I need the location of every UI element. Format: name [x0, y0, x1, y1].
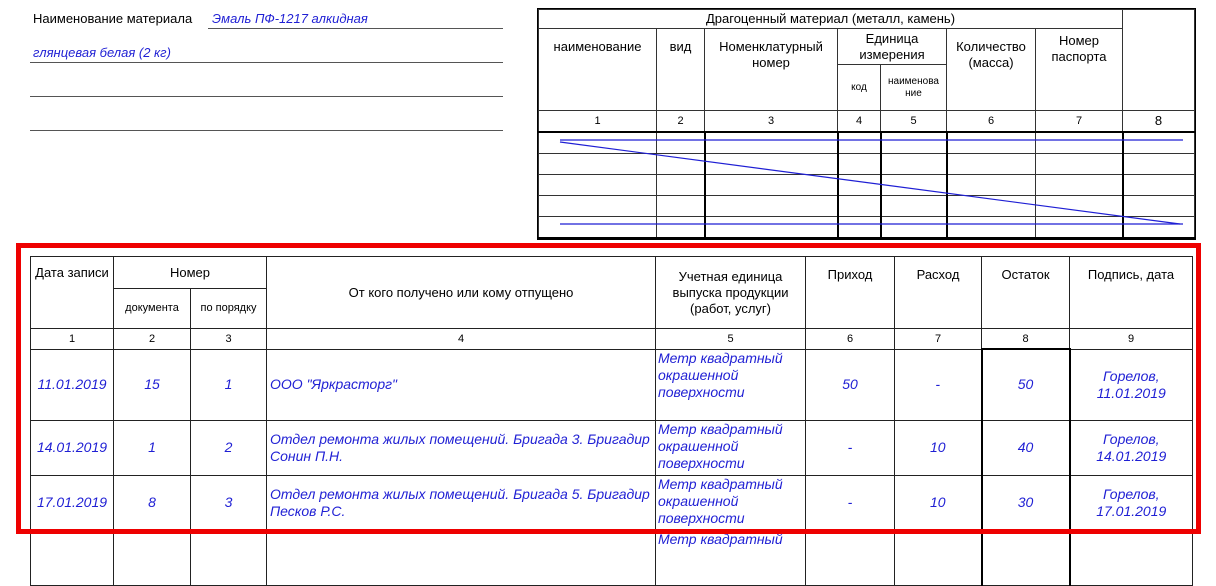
- row-out: -: [895, 349, 982, 420]
- precious-col-num: 8: [1123, 111, 1195, 133]
- material-label: Наименование материала: [33, 11, 193, 26]
- row-sign: Горелов, 14.01.2019: [1070, 420, 1193, 475]
- header-unit: Учетная единица выпуска продукции (работ, услуг): [656, 257, 806, 329]
- col-num: 4: [267, 329, 656, 350]
- col-num: 9: [1070, 329, 1193, 350]
- col-num: 3: [191, 329, 267, 350]
- header-doc: документа: [114, 289, 191, 329]
- row-from-to: Отдел ремонта жилых помещений. Бригада 5. Бригадир Песков Р.С.: [267, 475, 656, 530]
- header-from-to: От кого получено или кому отпущено: [267, 257, 656, 329]
- material-value-line1: Эмаль ПФ-1217 алкидная: [212, 11, 368, 26]
- row-balance: 50: [982, 349, 1070, 420]
- precious-header-unit-name: наименова ние: [881, 65, 947, 111]
- col-num: 6: [806, 329, 895, 350]
- row-sign: Горелов, 17.01.2019: [1070, 475, 1193, 530]
- row-date: 11.01.2019: [31, 349, 114, 420]
- row-balance: 40: [982, 420, 1070, 475]
- header-in: Приход: [806, 257, 895, 329]
- row-doc: 15: [114, 349, 191, 420]
- precious-col-num: 7: [1036, 111, 1123, 133]
- movement-table: [30, 256, 1193, 586]
- table-row: [31, 420, 1193, 475]
- row-from-to: ООО "Яркрасторг": [267, 349, 656, 420]
- cross-out-diagonal: [560, 142, 1180, 224]
- row-from-to: Отдел ремонта жилых помещений. Бригада 3. Бригадир Сонин П.Н.: [267, 420, 656, 475]
- col-num: 7: [895, 329, 982, 350]
- row-balance: 30: [982, 475, 1070, 530]
- precious-col-num: 2: [657, 111, 705, 133]
- row-out: 10: [895, 420, 982, 475]
- precious-header-passport: Номер паспорта: [1036, 29, 1123, 111]
- precious-col-num: 4: [838, 111, 881, 133]
- row-out: 10: [895, 475, 982, 530]
- row-doc: 8: [114, 475, 191, 530]
- header-out: Расход: [895, 257, 982, 329]
- row-date: 17.01.2019: [31, 475, 114, 530]
- col-num: 5: [656, 329, 806, 350]
- row-order: 2: [191, 420, 267, 475]
- precious-header-unit-code: код: [838, 65, 881, 111]
- precious-header-nomenclature: Номенклатурный номер: [705, 29, 838, 111]
- row-in: 50: [806, 349, 895, 420]
- col-num: 8: [982, 329, 1070, 350]
- header-order: по порядку: [191, 289, 267, 329]
- col-num: 2: [114, 329, 191, 350]
- row-unit: Метр квадратный окрашенной поверхности: [656, 349, 806, 420]
- row-sign: Горелов, 11.01.2019: [1070, 349, 1193, 420]
- header-sign: Подпись, дата: [1070, 257, 1193, 329]
- precious-header-name: наименование: [539, 29, 657, 111]
- row-date: 14.01.2019: [31, 420, 114, 475]
- table-row: [31, 475, 1193, 530]
- precious-col-num: 5: [881, 111, 947, 133]
- col-num: 1: [31, 329, 114, 350]
- header-balance: Остаток: [982, 257, 1070, 329]
- table-row-partial: [31, 530, 1193, 585]
- precious-col-num: 6: [947, 111, 1036, 133]
- row-in: -: [806, 420, 895, 475]
- row-unit: Метр квадратный окрашенной поверхности: [656, 475, 806, 530]
- header-date: Дата записи: [31, 257, 114, 329]
- precious-col-num: 1: [539, 111, 657, 133]
- row-order: 1: [191, 349, 267, 420]
- row-in: -: [806, 475, 895, 530]
- material-value-line2: глянцевая белая (2 кг): [33, 45, 171, 60]
- table-row: [31, 349, 1193, 420]
- row-unit: Метр квадратный: [656, 530, 806, 585]
- row-unit: Метр квадратный окрашенной поверхности: [656, 420, 806, 475]
- precious-title: Драгоценный материал (металл, камень): [539, 10, 1123, 29]
- precious-header-type: вид: [657, 29, 705, 111]
- precious-header-quantity: Количество (масса): [947, 29, 1036, 111]
- row-order: 3: [191, 475, 267, 530]
- header-number: Номер: [114, 257, 267, 289]
- row-doc: 1: [114, 420, 191, 475]
- precious-header-unit: Единица измерения: [838, 29, 947, 65]
- precious-col-num: 3: [705, 111, 838, 133]
